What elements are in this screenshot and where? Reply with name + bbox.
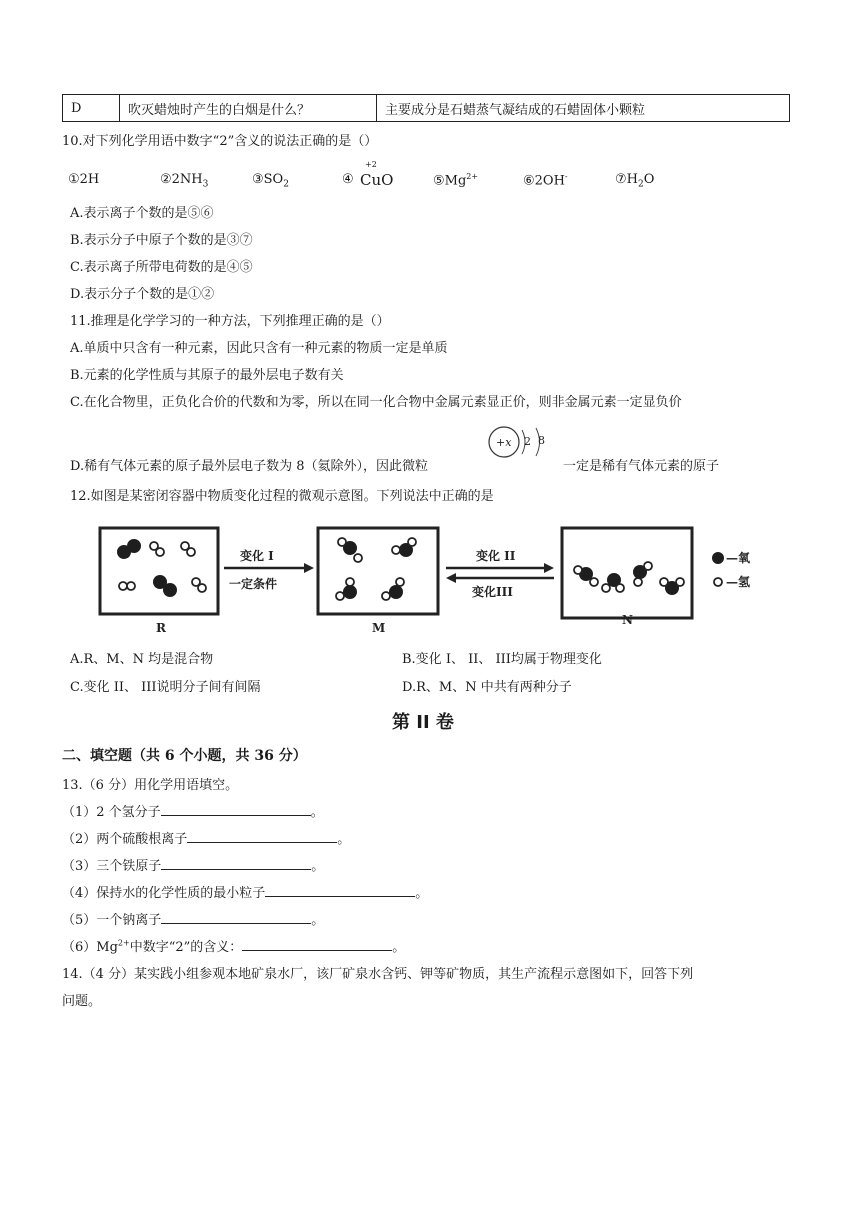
molecule-change-diagram (92, 520, 792, 636)
q13-line-2: （2）两个硫酸根离子 。 (62, 832, 351, 847)
answer-table (62, 94, 790, 122)
q12-option-d: D.R、M、N 中共有两种分子 (402, 680, 572, 695)
q10-option-c: C.表示离子所带电荷数的是④⑤ (70, 260, 253, 275)
section-fill-blanks: 二、填空题（共 6 个小题，共 36 分） (62, 748, 307, 764)
box-n-label: N (622, 613, 633, 627)
atom-structure-diagram (484, 424, 564, 472)
n-molecules (574, 562, 684, 595)
q10-option-a: A.表示离子个数的是⑤⑥ (70, 206, 214, 221)
q10-item-1: ①2H (68, 172, 100, 187)
q12-option-c: C.变化 II、 III说明分子间有间隔 (70, 680, 261, 695)
q10-item-5: $⑤Mg^{2+}$ (433, 172, 479, 189)
legend-oxygen: —氧 (726, 551, 751, 565)
q12-option-a: A.R、M、N 均是混合物 (70, 652, 214, 667)
legend (712, 550, 751, 589)
answer-blank[interactable] (265, 884, 415, 897)
change-1-label: 变化 I (240, 549, 274, 563)
legend-hydrogen: —氢 (726, 575, 751, 589)
m-molecules (336, 538, 416, 600)
box-m-label: M (372, 621, 386, 635)
q10-item-7: $⑦H_2O$ (615, 172, 655, 190)
table-row (63, 95, 790, 122)
q13-line-5: （5）一个钠离子 。 (62, 913, 325, 928)
q11-option-a: A.单质中只含有一种元素，因此只含有一种元素的物质一定是单质 (70, 341, 448, 356)
q14-line-2: 问题。 (62, 994, 102, 1009)
atom-shell-1: 2 (524, 435, 531, 448)
answer-blank[interactable] (161, 857, 311, 870)
atom-nucleus-label: +x (496, 436, 512, 449)
q10-item-3: $③SO_2$ (252, 172, 289, 190)
q10-stem: 10.对下列化学用语中数字“2”含义的说法正确的是（） (62, 134, 378, 149)
answer-blank[interactable] (187, 830, 337, 843)
q12-option-b: B.变化 I、 II、 III均属于物理变化 (402, 652, 602, 667)
change-3-label: 变化III (472, 585, 513, 599)
q13-line-3: （3）三个铁原子 。 (62, 859, 325, 874)
answer-blank[interactable] (242, 938, 392, 951)
change-2-label: 变化 II (476, 549, 516, 563)
q11-option-d-part2: 一定是稀有气体元素的原子 (563, 459, 720, 474)
box-r (100, 528, 218, 614)
q10-item-4-formula: CuO (360, 171, 394, 189)
q10-option-b: B.表示分子中原子个数的是③⑦ (70, 233, 253, 248)
q13-line-6: $(6)Mg^{2+}$中数字“2”的含义： 。 (62, 938, 406, 955)
change-1-condition: 一定条件 (229, 577, 278, 591)
q10-item-6: ⑥2OH- (523, 172, 568, 189)
q11-option-d-part1: D.稀有气体元素的原子最外层电子数为 8（氦除外），因此微粒 (70, 459, 428, 474)
q10-option-d: D.表示分子个数的是①② (70, 287, 215, 302)
q10-item-4: ④ (342, 172, 354, 187)
answer-blank[interactable] (161, 803, 311, 816)
part-2-title: 第 II 卷 (392, 712, 454, 733)
q13-line-1: （1）2 个氢分子 。 (62, 805, 324, 820)
q11-option-b: B.元素的化学性质与其原子的最外层电子数有关 (70, 368, 344, 383)
q14-line-1: 14.（4 分）某实践小组参观本地矿泉水厂，该厂矿泉水含钙、钾等矿物质，其生产流程示意图如下，回答下列 (62, 967, 694, 982)
table-cell-answer: 主要成分是石蜡蒸气凝结成的石蜡固体小颗粒 (377, 95, 790, 122)
table-cell-letter: D (63, 95, 120, 122)
r-molecules (117, 539, 206, 597)
table-cell-question: 吹灭蜡烛时产生的白烟是什么？ (120, 95, 377, 122)
q10-item-4-valence: +2 (365, 160, 377, 169)
q11-stem: 11.推理是化学学习的一种方法，下列推理正确的是（） (70, 314, 390, 329)
box-r-label: R (156, 621, 166, 635)
atom-shell-2: 8 (538, 434, 545, 447)
q13-line-4: （4）保持水的化学性质的最小粒子 。 (62, 886, 429, 901)
answer-blank[interactable] (161, 911, 311, 924)
q11-option-c: C.在化合物里，正负化合价的代数和为零，所以在同一化合物中金属元素显正价，则非金属元素一定显负价 (70, 395, 682, 410)
box-m (318, 528, 438, 614)
q10-item-2: $②2NH_3$ (160, 172, 209, 190)
q12-stem: 12.如图是某密闭容器中物质变化过程的微观示意图。下列说法中正确的是 (70, 489, 494, 504)
q13-stem: 13.（6 分）用化学用语填空。 (62, 778, 239, 793)
